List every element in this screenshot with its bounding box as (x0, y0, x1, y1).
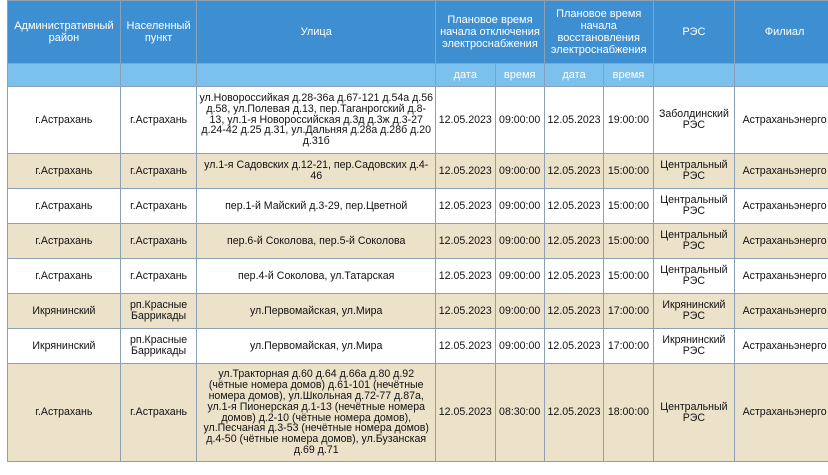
table-row (8, 154, 828, 189)
cell-on-time: 15:00:00 (604, 154, 653, 189)
subheader-empty (197, 64, 436, 87)
subheader-empty (735, 64, 828, 87)
cell-locality: г.Астрахань (120, 154, 197, 189)
cell-branch: Астраханьэнерго (735, 224, 828, 259)
table-row (8, 224, 828, 259)
cell-on-time: 15:00:00 (604, 259, 653, 294)
cell-branch: Астраханьэнерго (735, 364, 828, 462)
cell-district: г.Астрахань (8, 364, 121, 462)
cell-district: г.Астрахань (8, 154, 121, 189)
subheader-empty (8, 64, 121, 87)
cell-street: пер.1-й Майский д.3-29, пер.Цветной (197, 189, 436, 224)
cell-off-date: 12.05.2023 (436, 364, 495, 462)
cell-off-time: 09:00:00 (495, 154, 544, 189)
cell-res: Центральный РЭС (653, 189, 735, 224)
cell-branch: Астраханьэнерго (735, 87, 828, 154)
cell-locality: г.Астрахань (120, 87, 197, 154)
cell-on-time: 17:00:00 (604, 294, 653, 329)
cell-res: Центральный РЭС (653, 259, 735, 294)
cell-locality: г.Астрахань (120, 259, 197, 294)
table-row (8, 87, 828, 154)
cell-off-date: 12.05.2023 (436, 87, 495, 154)
table-row (8, 329, 828, 364)
cell-district: Икрянинский (8, 329, 121, 364)
cell-on-time: 17:00:00 (604, 329, 653, 364)
cell-res: Центральный РЭС (653, 364, 735, 462)
cell-on-time: 15:00:00 (604, 189, 653, 224)
cell-locality: рп.Красные Баррикады (120, 294, 197, 329)
cell-off-date: 12.05.2023 (436, 259, 495, 294)
cell-off-time: 09:00:00 (495, 87, 544, 154)
cell-branch: Астраханьэнерго (735, 329, 828, 364)
cell-res: Икрянинский РЭС (653, 294, 735, 329)
table-row (8, 364, 828, 462)
cell-on-date: 12.05.2023 (544, 87, 603, 154)
subheader-on-date: дата (544, 64, 603, 87)
cell-district: Икрянинский (8, 294, 121, 329)
cell-on-date: 12.05.2023 (544, 224, 603, 259)
cell-district: г.Астрахань (8, 87, 121, 154)
cell-res: Центральный РЭС (653, 154, 735, 189)
cell-district: г.Астрахань (8, 189, 121, 224)
cell-street: ул.Тракторная д.60 д.64 д.66а д.80 д.92 (чётные номера домов) д.61-101 (нечётные номера домов), ул.Школьная д.72-77 д.87а, ул.1-я Пионерская д.1-13 (нечётные номера домов) д.2-10 (чётные номера домов), ул.Песчаная д.3-53 (нечётные номера домов) д.4-50 (чётные номера домов), ул.Бузанская д.69 д.71 (197, 364, 436, 462)
cell-district: г.Астрахань (8, 224, 121, 259)
cell-res: Центральный РЭС (653, 224, 735, 259)
subheader-row (8, 64, 828, 87)
cell-locality: г.Астрахань (120, 224, 197, 259)
cell-on-time: 18:00:00 (604, 364, 653, 462)
cell-branch: Астраханьэнерго (735, 294, 828, 329)
cell-on-date: 12.05.2023 (544, 259, 603, 294)
cell-locality: рп.Красные Баррикады (120, 329, 197, 364)
table-row (8, 294, 828, 329)
subheader-on-time: время (604, 64, 653, 87)
cell-on-date: 12.05.2023 (544, 329, 603, 364)
cell-res: Икрянинский РЭС (653, 329, 735, 364)
cell-off-time: 08:30:00 (495, 364, 544, 462)
cell-street: ул.Первомайская, ул.Мира (197, 329, 436, 364)
cell-district: г.Астрахань (8, 259, 121, 294)
cell-on-date: 12.05.2023 (544, 189, 603, 224)
header-branch: Филиал (735, 1, 828, 64)
cell-on-date: 12.05.2023 (544, 294, 603, 329)
outage-table (7, 0, 828, 462)
cell-off-time: 09:00:00 (495, 189, 544, 224)
cell-off-time: 09:00:00 (495, 329, 544, 364)
cell-on-date: 12.05.2023 (544, 364, 603, 462)
cell-res: Заболдинский РЭС (653, 87, 735, 154)
cell-off-date: 12.05.2023 (436, 224, 495, 259)
table-row (8, 259, 828, 294)
subheader-off-time: время (495, 64, 544, 87)
cell-off-time: 09:00:00 (495, 294, 544, 329)
cell-on-date: 12.05.2023 (544, 154, 603, 189)
table-row (8, 189, 828, 224)
cell-street: пер.4-й Соколова, ул.Татарская (197, 259, 436, 294)
cell-on-time: 19:00:00 (604, 87, 653, 154)
subheader-empty (120, 64, 197, 87)
header-res: РЭС (653, 1, 735, 64)
cell-off-date: 12.05.2023 (436, 189, 495, 224)
subheader-empty (653, 64, 735, 87)
subheader-off-date: дата (436, 64, 495, 87)
cell-street: пер.6-й Соколова, пер.5-й Соколова (197, 224, 436, 259)
header-off-time: Плановое время начала отключения электроснабжения (436, 1, 545, 64)
header-district: Административный район (8, 1, 121, 64)
cell-branch: Астраханьэнерго (735, 259, 828, 294)
cell-street: ул.1-я Садовских д.12-21, пер.Садовских д.4-46 (197, 154, 436, 189)
header-street: Улица (197, 1, 436, 64)
header-row (8, 1, 828, 64)
cell-on-time: 15:00:00 (604, 224, 653, 259)
cell-off-time: 09:00:00 (495, 259, 544, 294)
header-on-time: Плановое время начала восстановления электроснабжения (544, 1, 653, 64)
cell-locality: г.Астрахань (120, 189, 197, 224)
cell-off-time: 09:00:00 (495, 224, 544, 259)
cell-branch: Астраханьэнерго (735, 189, 828, 224)
cell-locality: г.Астрахань (120, 364, 197, 462)
cell-street: ул.Новороссийкая д.28-36а д.67-121 д.54а д.56 д.58, ул.Полевая д.13, пер.Таганрогский д.8-13, ул.1-я Новороссийская д.3д д.3ж д.3-27 д.24-42 д.25 д.31, ул.Дальняя д.28а д.28б д.20 д.31б (197, 87, 436, 154)
cell-street: ул.Первомайская, ул.Мира (197, 294, 436, 329)
cell-off-date: 12.05.2023 (436, 154, 495, 189)
cell-off-date: 12.05.2023 (436, 329, 495, 364)
header-locality: Населенный пункт (120, 1, 197, 64)
cell-off-date: 12.05.2023 (436, 294, 495, 329)
cell-branch: Астраханьэнерго (735, 154, 828, 189)
